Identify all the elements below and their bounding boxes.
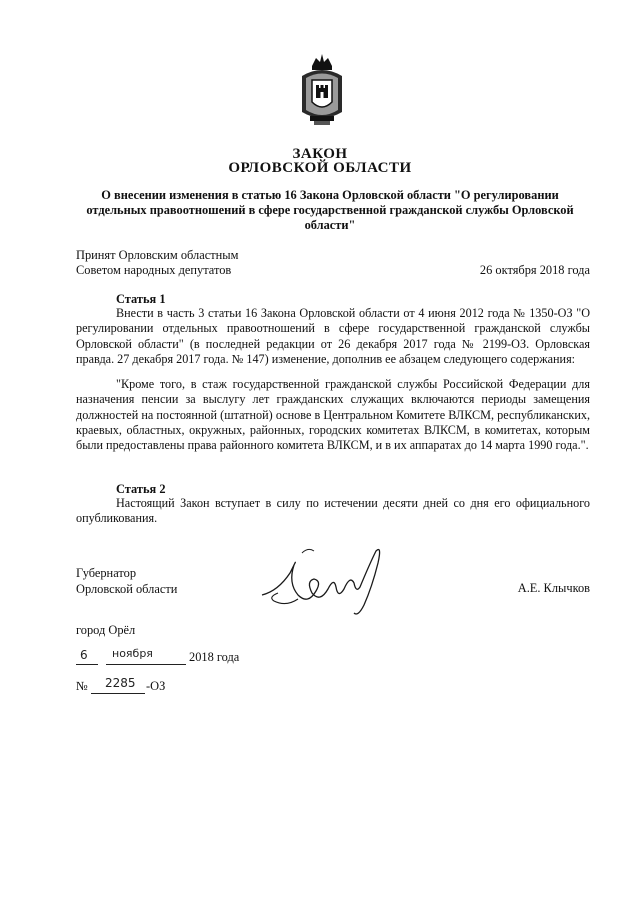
adoption-line-2: Советом народных депутатов <box>76 263 232 277</box>
signing-date <box>76 647 336 668</box>
number-value: 2285 <box>105 676 136 690</box>
signing-month: ноября <box>112 647 153 660</box>
law-region-title: ОРЛОВСКОЙ ОБЛАСТИ <box>228 160 412 176</box>
article-2-title: Статья 2 <box>116 482 166 496</box>
city: город Орёл <box>76 623 136 637</box>
article-1-paragraph-2: "Кроме того, в стаж государственной гражданской службы Российской Федерации для назначения пенсии за выслугу лет гражданских служащих включаются периоды замещения должностей на постоянной (штатной) основе в Центральном Комитете ВЛКСМ, республиканских, краевых, областных, окружных, районных, городских комитетах ВЛКСМ, в комитетах, которым были предоставлены права районного комитета ВЛКСМ, и в их аппаратах до 14 марта 1990 года.". <box>76 377 590 453</box>
governor-position-line-2: Орловской области <box>76 581 178 596</box>
law-title: ЗАКОН <box>292 146 348 162</box>
signing-day: 6 <box>80 648 88 662</box>
adoption-line-1: Принят Орловским областным <box>76 248 239 262</box>
coat-of-arms-emblem <box>298 52 346 128</box>
signing-year: 2018 года <box>189 650 240 664</box>
law-subject: О внесении изменения в статью 16 Закона Орловской области "О регулировании отдельных правоотношений в сфере государственной гражданской службы Орловской области" <box>86 188 574 232</box>
adoption-date: 26 октября 2018 года <box>479 263 590 277</box>
article-1-paragraph-1: Внести в часть 3 статьи 16 Закона Орловской области от 4 июня 2012 года № 1350-ОЗ "О регулировании отдельных правоотношений в сфере государственной гражданской службы Орловской области" (в последней редакции от 26 декабря 2017 года № 2199-ОЗ. Орловская правда. 27 декабря 2017 года. № 147) изменение, дополнив ее абзацем следующего содержания: <box>76 306 590 366</box>
governor-name: А.Е. Клычков <box>517 581 590 595</box>
day-underline <box>76 663 98 665</box>
governor-position-line-1: Губернатор <box>76 566 137 580</box>
number-sign: № <box>76 679 88 693</box>
article-2-paragraph-1: Настоящий Закон вступает в силу по истечении десяти дней со дня его официального опубликования. <box>76 496 590 526</box>
adoption-body <box>76 248 238 278</box>
governor-position <box>76 566 177 597</box>
number-underline <box>91 692 145 694</box>
article-1-title: Статья 1 <box>116 292 166 306</box>
law-number <box>76 676 276 697</box>
number-suffix: -ОЗ <box>146 679 166 693</box>
month-underline <box>106 663 186 665</box>
handwritten-signature <box>258 543 388 621</box>
